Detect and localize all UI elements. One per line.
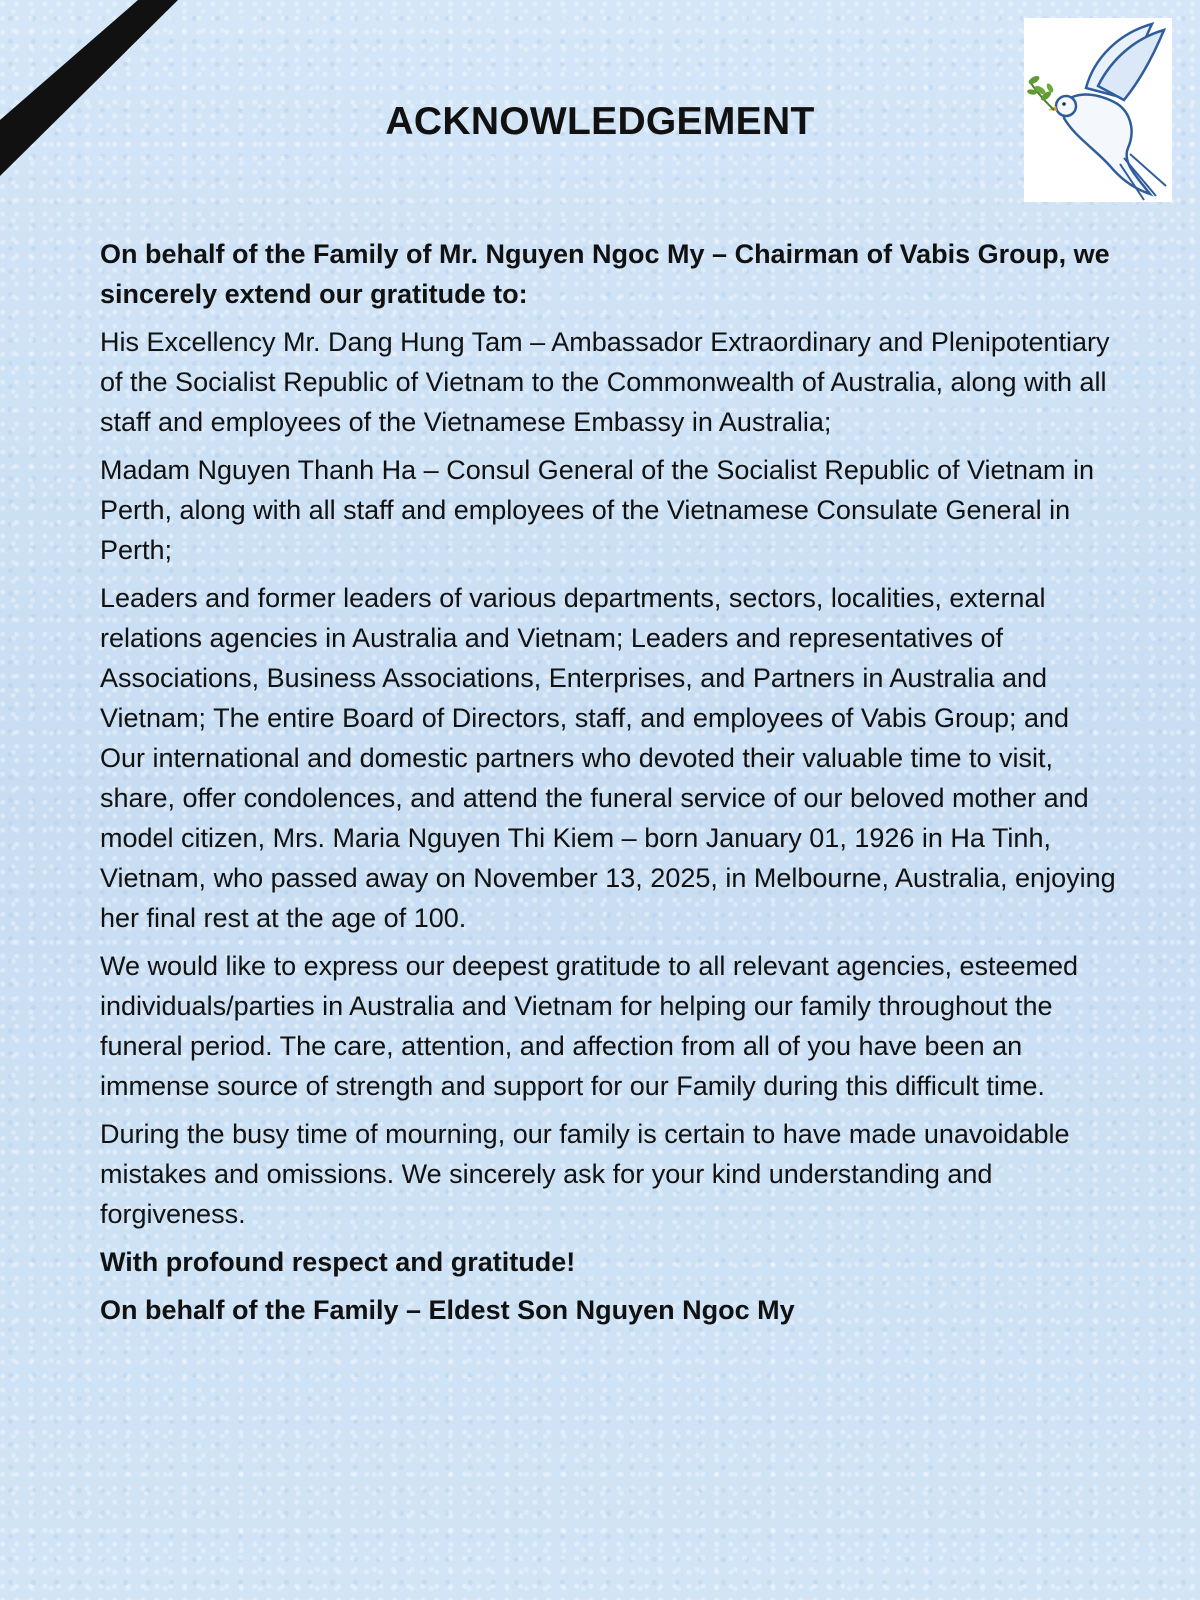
page-title: ACKNOWLEDGEMENT — [385, 100, 815, 143]
paragraph-consul-general: Madam Nguyen Thanh Ha – Consul General of the Socialist Republic of Vietnam in Perth, along with all staff and employees of the Vietnamese Consulate General in Perth; — [100, 455, 1095, 565]
signature-line: On behalf of the Family – Eldest Son Nguyen Ngoc My — [100, 1295, 795, 1325]
closing-line: With profound respect and gratitude! — [100, 1247, 576, 1277]
paragraph-ambassador: His Excellency Mr. Dang Hung Tam – Ambassador Extraordinary and Plenipotentiary of the Socialist Republic of Vietnam to the Commonwealth of Australia, along with all staff and employees of the Vietnamese Embassy in Australia; — [100, 327, 1110, 437]
paragraph-apology: During the busy time of mourning, our family is certain to have made unavoidable mistakes and omissions. We sincerely ask for your kind understanding and forgiveness. — [100, 1119, 1070, 1229]
acknowledgement-body — [100, 234, 1120, 1338]
intro-paragraph: On behalf of the Family of Mr. Nguyen Ngoc My – Chairman of Vabis Group, we sincerely extend our gratitude to: — [100, 239, 1110, 309]
paragraph-leaders: Leaders and former leaders of various departments, sectors, localities, external relations agencies in Australia and Vietnam; Leaders and representatives of Associations, Business Associations, Enterprises, and Partners in Australia and Vietnam; The entire Board of Directors, staff, and employees of Vabis Group; and Our international and domestic partners who devoted their valuable time to visit, share, offer condolences, and attend the funeral service of our beloved mother and model citizen, Mrs. Maria Nguyen Thi Kiem – born January 01, 1926 in Ha Tinh, Vietnam, who passed away on November 13, 2025, in Melbourne, Australia, enjoying her final rest at the age of 100. — [100, 583, 1116, 933]
paragraph-gratitude: We would like to express our deepest gratitude to all relevant agencies, esteemed individuals/parties in Australia and Vietnam for helping our family throughout the funeral period. The care, attention, and affection from all of you have been an immense source of strength and support for our Family during this difficult time. — [100, 951, 1079, 1101]
